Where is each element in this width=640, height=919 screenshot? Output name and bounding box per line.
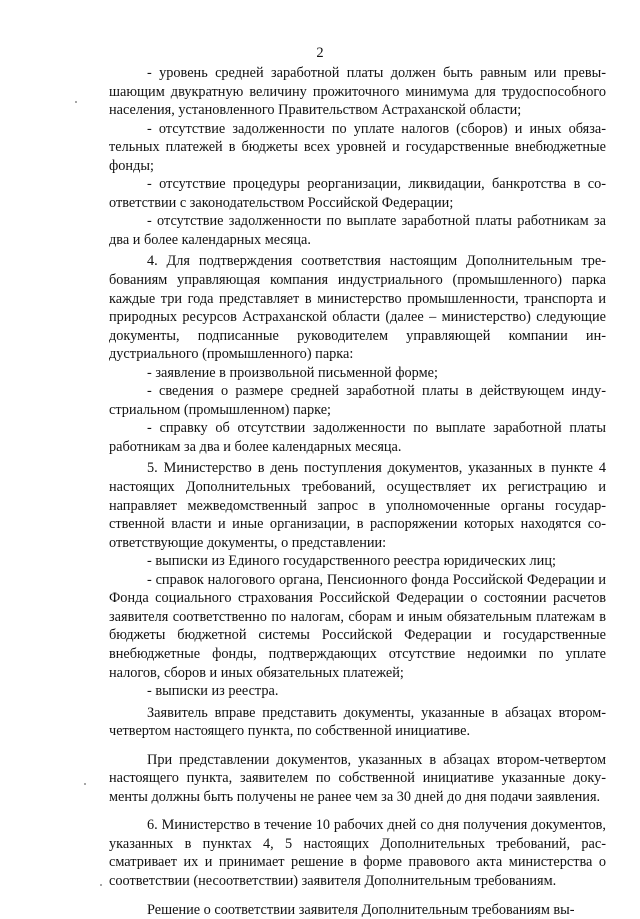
- paragraph-clause-6: 6. Министерство в течение 10 рабочих дней со дня получения документов, указанных в пунктах 4, 5 настоящих Дополнительных требований, рассматривает их и принимает решение в форме правового акта министерства о соответствии (несоответствии) заявителя Дополнительным требованиям.: [109, 817, 606, 889]
- paragraph-salary-level: - уровень средней заработной платы должен быть равным или превышающим двукратную величину прожиточного минимума для трудоспособного населения, установленного Правительством Астраханской области;: [109, 65, 606, 119]
- scan-speck: [75, 101, 77, 103]
- paragraph-wage-debt: - отсутствие задолженности по выплате заработной платы работникам за два и более календарных месяца.: [109, 213, 606, 248]
- paragraph-wage-certificate: - справку об отсутствии задолженности по выплате заработной платы работникам за два и более календарных месяца.: [109, 420, 606, 455]
- page-number: 2: [316, 45, 324, 61]
- paragraph-applicant-right: Заявитель вправе представить документы, указанные в абзацах втором-четвертом настоящего пункта, по собственной инициативе.: [109, 704, 606, 740]
- paragraph-salary-info: - сведения о размере средней заработной платы в действующем индустриальном (промышленном) парке;: [109, 383, 606, 418]
- paragraph-clause-4: 4. Для подтверждения соответствия настоящим Дополнительным требованиям управляющая компания индустриального (промышленного) парка каждые три года представляет в министерство промышленности, транспорта и природных ресурсов Астраханской области (далее – министерство) следующие документы, подписанные руководителем управляющей компании индустриального (промышленного) парка:: [109, 253, 606, 363]
- paragraph-clause-5: 5. Министерство в день поступления документов, указанных в пункте 4 настоящих Дополнительных требований, осуществляет их регистрацию и направляет межведомственный запрос в уполномоченные органы государственной власти и иные организации, в распоряжении которых находятся соответствующие документы, о представлении:: [109, 460, 606, 551]
- scan-speck: [100, 884, 102, 886]
- paragraph-decision: Решение о соответствии заявителя Дополнительным требованиям вы-: [147, 901, 575, 918]
- paragraph-registry-extract: - выписки из реестра.: [147, 683, 279, 700]
- document-body: [109, 64, 606, 919]
- paragraph-no-reorganization: - отсутствие процедуры реорганизации, ликвидации, банкротства в соответствии с законодательством Российской Федерации;: [109, 176, 606, 211]
- paragraph-tax-debt: - отсутствие задолженности по уплате налогов (сборов) и иных обязательных платежей в бюджеты всех уровней и государственные внебюджетные фонды;: [109, 120, 606, 174]
- paragraph-register-extract: - выписки из Единого государственного реестра юридических лиц;: [147, 553, 556, 570]
- paragraph-application: - заявление в произвольной письменной форме;: [147, 364, 438, 381]
- paragraph-document-validity: При представлении документов, указанных в абзацах втором-четвертом настоящего пункта, заявителем по собственной инициативе указанные документы должны быть получены не ранее чем за 30 дней до дня подачи заявления.: [109, 751, 606, 805]
- scan-speck: [84, 783, 86, 785]
- paragraph-tax-certificates: - справок налогового органа, Пенсионного фонда Российской Федерации и Фонда социального страхования Российской Федерации о состоянии расчетов заявителя соответственно по налогам, сборам и иным обязательным платежам в бюджеты бюджетной системы Российской Федерации и государственные внебюджетные фонды, подтверждающих отсутствие недоимки по уплате налогов, сборов и иных обязательных платежей;: [109, 571, 606, 681]
